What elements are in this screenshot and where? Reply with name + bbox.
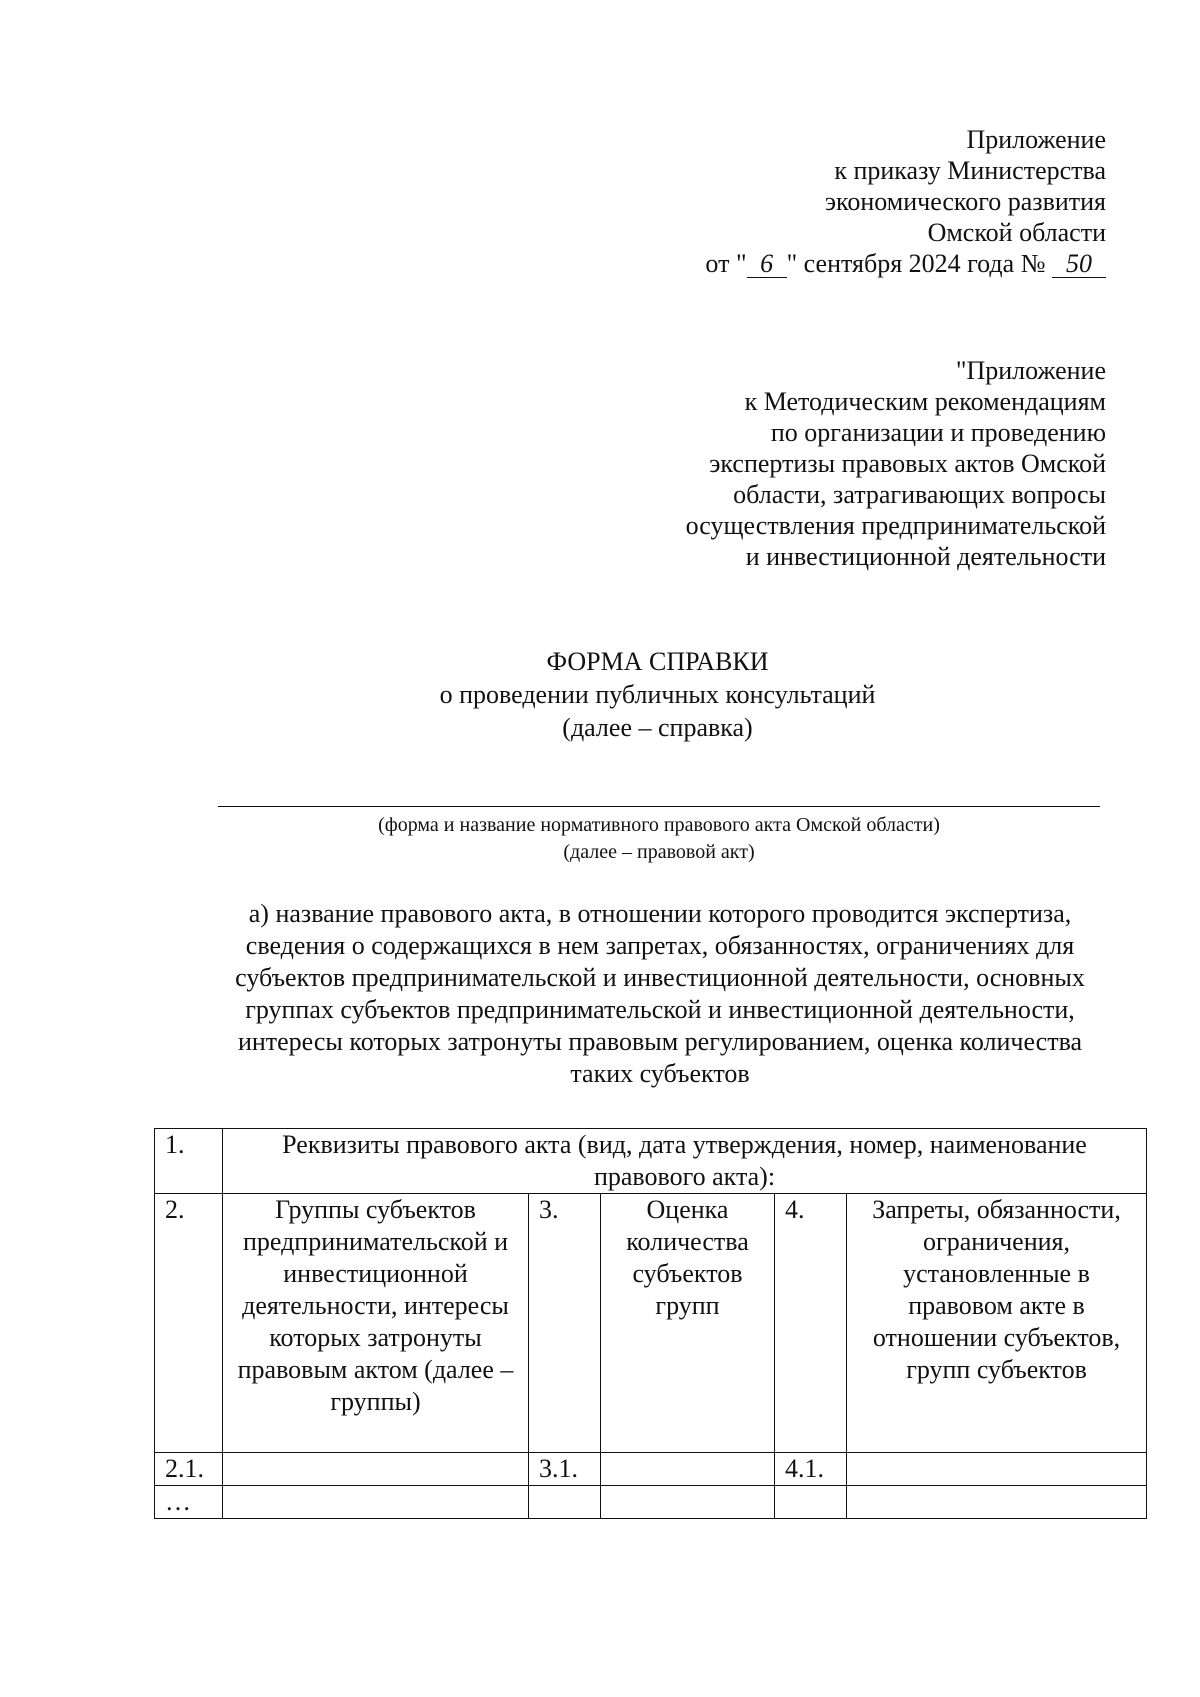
caption-line: (форма и название нормативного правового акта Омской области)	[378, 814, 940, 836]
header-line: Омской области	[927, 218, 1106, 247]
act-requisites-cell: Реквизиты правового акта (вид, дата утверждения, номер, наименование правового акта):	[223, 1129, 1147, 1194]
estimate-header: Оценка количества субъектов групп	[601, 1194, 775, 1453]
table-row	[155, 1453, 1147, 1486]
groups-cell	[223, 1453, 529, 1486]
section-a-heading	[180, 898, 1140, 1090]
section-a-line: группах субъектов предпринимательской и инвестиционной деятельности,	[245, 995, 1075, 1024]
annex-line: по организации и проведению	[770, 418, 1106, 447]
form-title-sub: (далее – справка)	[562, 713, 753, 742]
section-a-line: сведения о содержащихся в нем запретах, обязанностях, ограничениях для	[245, 931, 1075, 960]
empty-cell	[847, 1486, 1147, 1519]
column-number: 3.	[529, 1194, 601, 1453]
restrictions-cell	[847, 1453, 1147, 1486]
empty-cell	[775, 1486, 847, 1519]
restrictions-header: Запреты, обязанности, ограничения, установленные в правовом акте в отношении субъектов, групп субъектов	[847, 1194, 1147, 1453]
section-a-line: таких субъектов	[570, 1059, 750, 1088]
annex-line: к Методическим рекомендациям	[744, 387, 1106, 416]
date-middle: " сентября 2024 года №	[786, 249, 1046, 278]
order-date-line	[705, 248, 1106, 279]
annex-line: области, затрагивающих вопросы	[733, 480, 1106, 509]
empty-cell	[601, 1486, 775, 1519]
caption-line: (далее – правовой акт)	[563, 841, 755, 863]
annex-line: и инвестиционной деятельности	[745, 542, 1106, 571]
row-number: 3.1.	[529, 1453, 601, 1486]
estimate-cell	[601, 1453, 775, 1486]
empty-cell	[223, 1486, 529, 1519]
act-name-caption	[218, 812, 1100, 866]
row-number: 1.	[155, 1129, 223, 1194]
header-line: к приказу Министерства	[834, 156, 1106, 185]
table-row	[155, 1129, 1147, 1194]
form-title-sub: о проведении публичных консультаций	[439, 680, 876, 709]
act-name-fill-line	[218, 806, 1100, 807]
row-number: 4.1.	[775, 1453, 847, 1486]
row-number: 2.	[155, 1194, 223, 1453]
handwritten-day: 6	[747, 251, 787, 278]
form-title	[0, 645, 1200, 744]
row-number: 2.1.	[155, 1453, 223, 1486]
methodical-recommendations-header	[686, 355, 1106, 572]
column-number: 4.	[775, 1194, 847, 1453]
annex-line: "Приложение	[955, 356, 1106, 385]
form-title-main: ФОРМА СПРАВКИ	[546, 647, 769, 676]
header-line: Приложение	[966, 125, 1106, 154]
table-row	[155, 1486, 1147, 1519]
header-line: экономического развития	[824, 187, 1106, 216]
date-prefix: от "	[705, 249, 747, 278]
section-a-line: а) название правового акта, в отношении которого проводится экспертиза,	[248, 899, 1072, 928]
section-a-line: интересы которых затронуты правовым регулированием, оценка количества	[237, 1027, 1083, 1056]
table-row	[155, 1194, 1147, 1453]
handwritten-order-number: 50	[1052, 251, 1106, 278]
section-a-line: субъектов предпринимательской и инвестиционной деятельности, основных	[235, 963, 1085, 992]
empty-cell	[529, 1486, 601, 1519]
ellipsis-cell: …	[155, 1486, 223, 1519]
consultation-table	[154, 1128, 1147, 1519]
order-appendix-header	[705, 124, 1106, 279]
groups-header: Группы субъектов предпринимательской и инвестиционной деятельности, интересы которых затронуты правовым актом (далее – группы)	[223, 1194, 529, 1453]
annex-line: экспертизы правовых актов Омской	[709, 449, 1106, 478]
annex-line: осуществления предпринимательской	[685, 511, 1106, 540]
